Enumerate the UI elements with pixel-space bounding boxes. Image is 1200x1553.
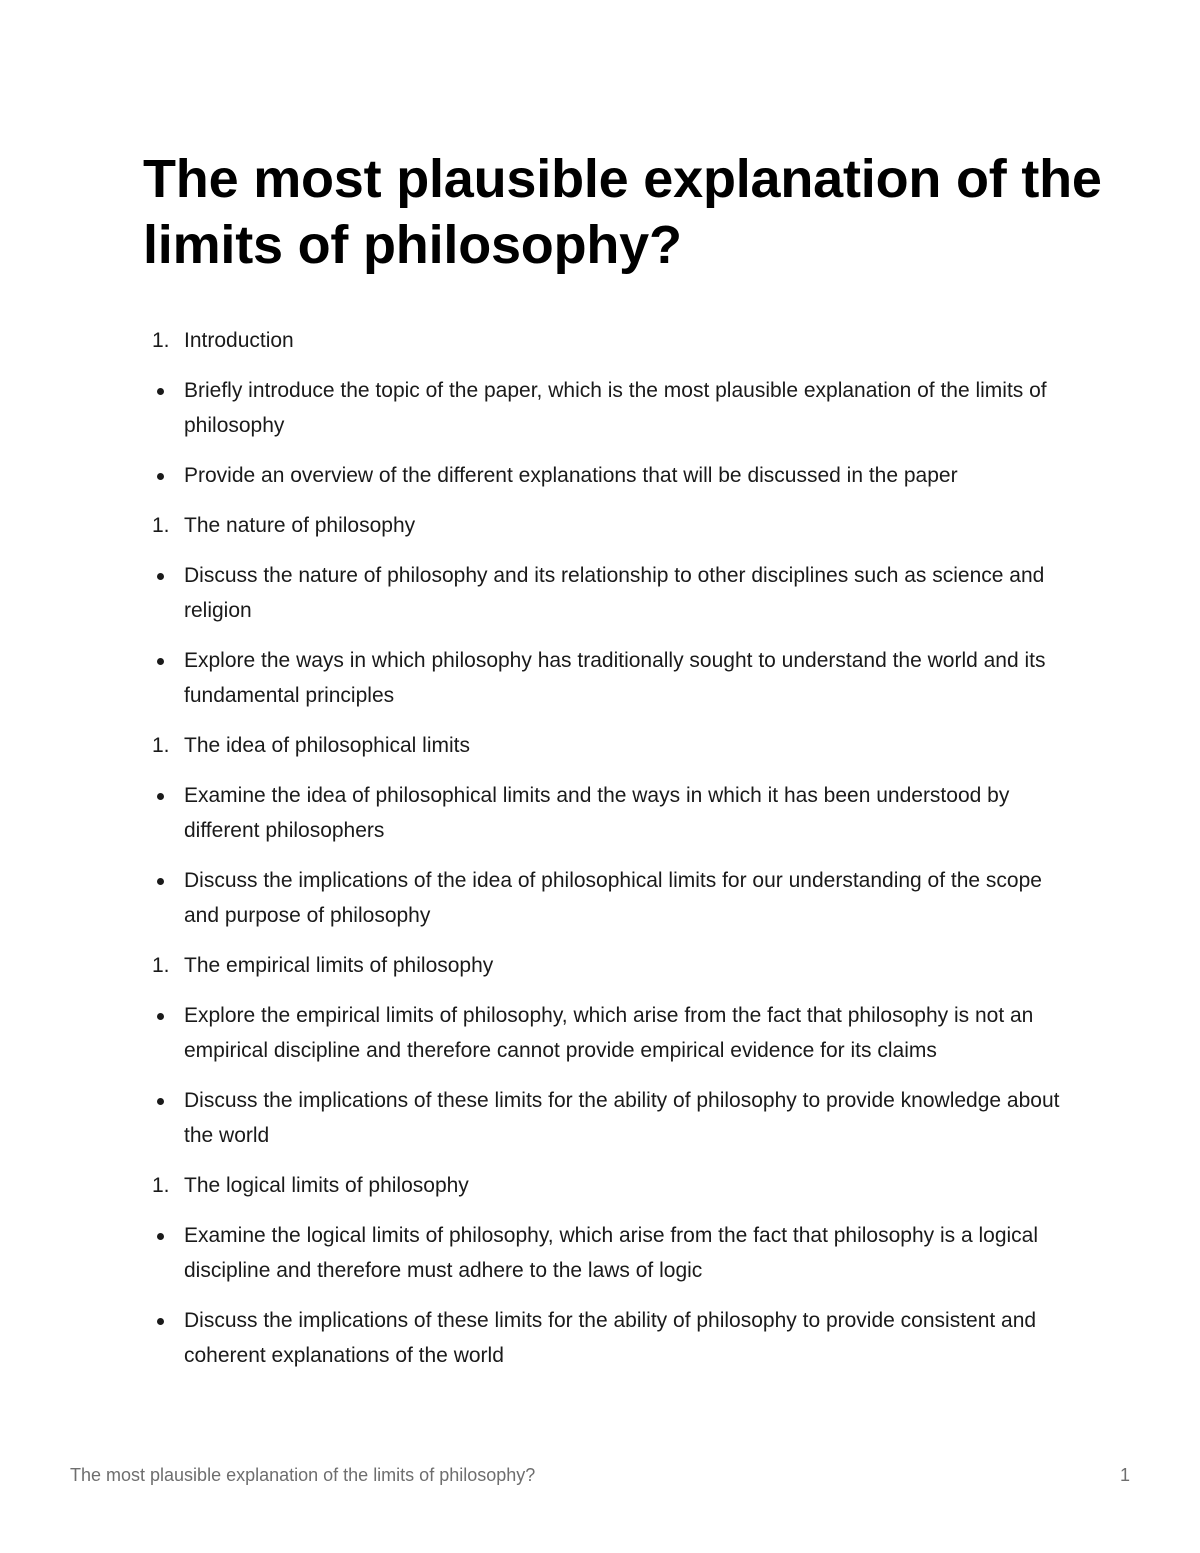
list-item-text: Provide an overview of the different explanations that will be discussed in the paper (184, 464, 958, 487)
list-item (150, 778, 1070, 848)
list-item-text: Briefly introduce the topic of the paper, which is the most plausible explanation of the limits of philosophy (184, 379, 1047, 437)
page-number: 1 (1119, 1465, 1130, 1485)
list-item-text: Discuss the implications of the idea of philosophical limits for our understanding of the scope and purpose of philosophy (184, 869, 1042, 927)
bullet-icon (157, 1013, 164, 1020)
bullet-icon (157, 473, 164, 480)
list-item-text: Discuss the nature of philosophy and its relationship to other disciplines such as science and religion (184, 564, 1045, 622)
list-item-text: Discuss the implications of these limits for the ability of philosophy to provide consistent and coherent explanations of the world (184, 1309, 1037, 1367)
section-heading (150, 948, 1070, 983)
footer-title: The most plausible explanation of the limits of philosophy? (70, 1465, 536, 1485)
list-item-text: Explore the ways in which philosophy has traditionally sought to understand the world and its fundamental principles (184, 649, 1046, 707)
outline-list (150, 323, 1070, 1388)
bullet-icon (157, 573, 164, 580)
page-title: The most plausible explanation of the limits of philosophy? (143, 149, 1102, 275)
list-item (150, 373, 1070, 443)
bullet-icon (157, 793, 164, 800)
list-item-text: The idea of philosophical limits (184, 734, 470, 757)
list-item (150, 458, 1070, 493)
list-item-text: The nature of philosophy (184, 514, 416, 537)
section-heading (150, 508, 1070, 543)
list-item-text: The empirical limits of philosophy (184, 954, 494, 977)
list-item (150, 558, 1070, 628)
bullet-icon (157, 1318, 164, 1325)
list-item (150, 1303, 1070, 1373)
list-number: 1. (152, 734, 170, 757)
list-item-text: Introduction (184, 329, 294, 352)
section-heading (150, 323, 1070, 358)
bullet-icon (157, 1233, 164, 1240)
list-item (150, 1083, 1070, 1153)
list-item (150, 998, 1070, 1068)
list-item-text: Explore the empirical limits of philosophy, which arise from the fact that philosophy is not an empirical discipline and therefore cannot provide empirical evidence for its claims (184, 1004, 1034, 1062)
list-number: 1. (152, 954, 170, 977)
list-item (150, 863, 1070, 933)
bullet-icon (157, 1098, 164, 1105)
list-item-text: The logical limits of philosophy (184, 1174, 469, 1197)
list-item-text: Examine the logical limits of philosophy, which arise from the fact that philosophy is a logical discipline and therefore must adhere to the laws of logic (184, 1224, 1039, 1282)
section-heading (150, 728, 1070, 763)
bullet-icon (157, 658, 164, 665)
list-number: 1. (152, 1174, 170, 1197)
list-item-text: Discuss the implications of these limits for the ability of philosophy to provide knowledge about the world (184, 1089, 1060, 1147)
list-number: 1. (152, 329, 170, 352)
list-item (150, 1218, 1070, 1288)
list-item (150, 643, 1070, 713)
list-number: 1. (152, 514, 170, 537)
section-heading (150, 1168, 1070, 1203)
bullet-icon (157, 388, 164, 395)
list-item-text: Examine the idea of philosophical limits and the ways in which it has been understood by different philosophers (184, 784, 1010, 842)
bullet-icon (157, 878, 164, 885)
